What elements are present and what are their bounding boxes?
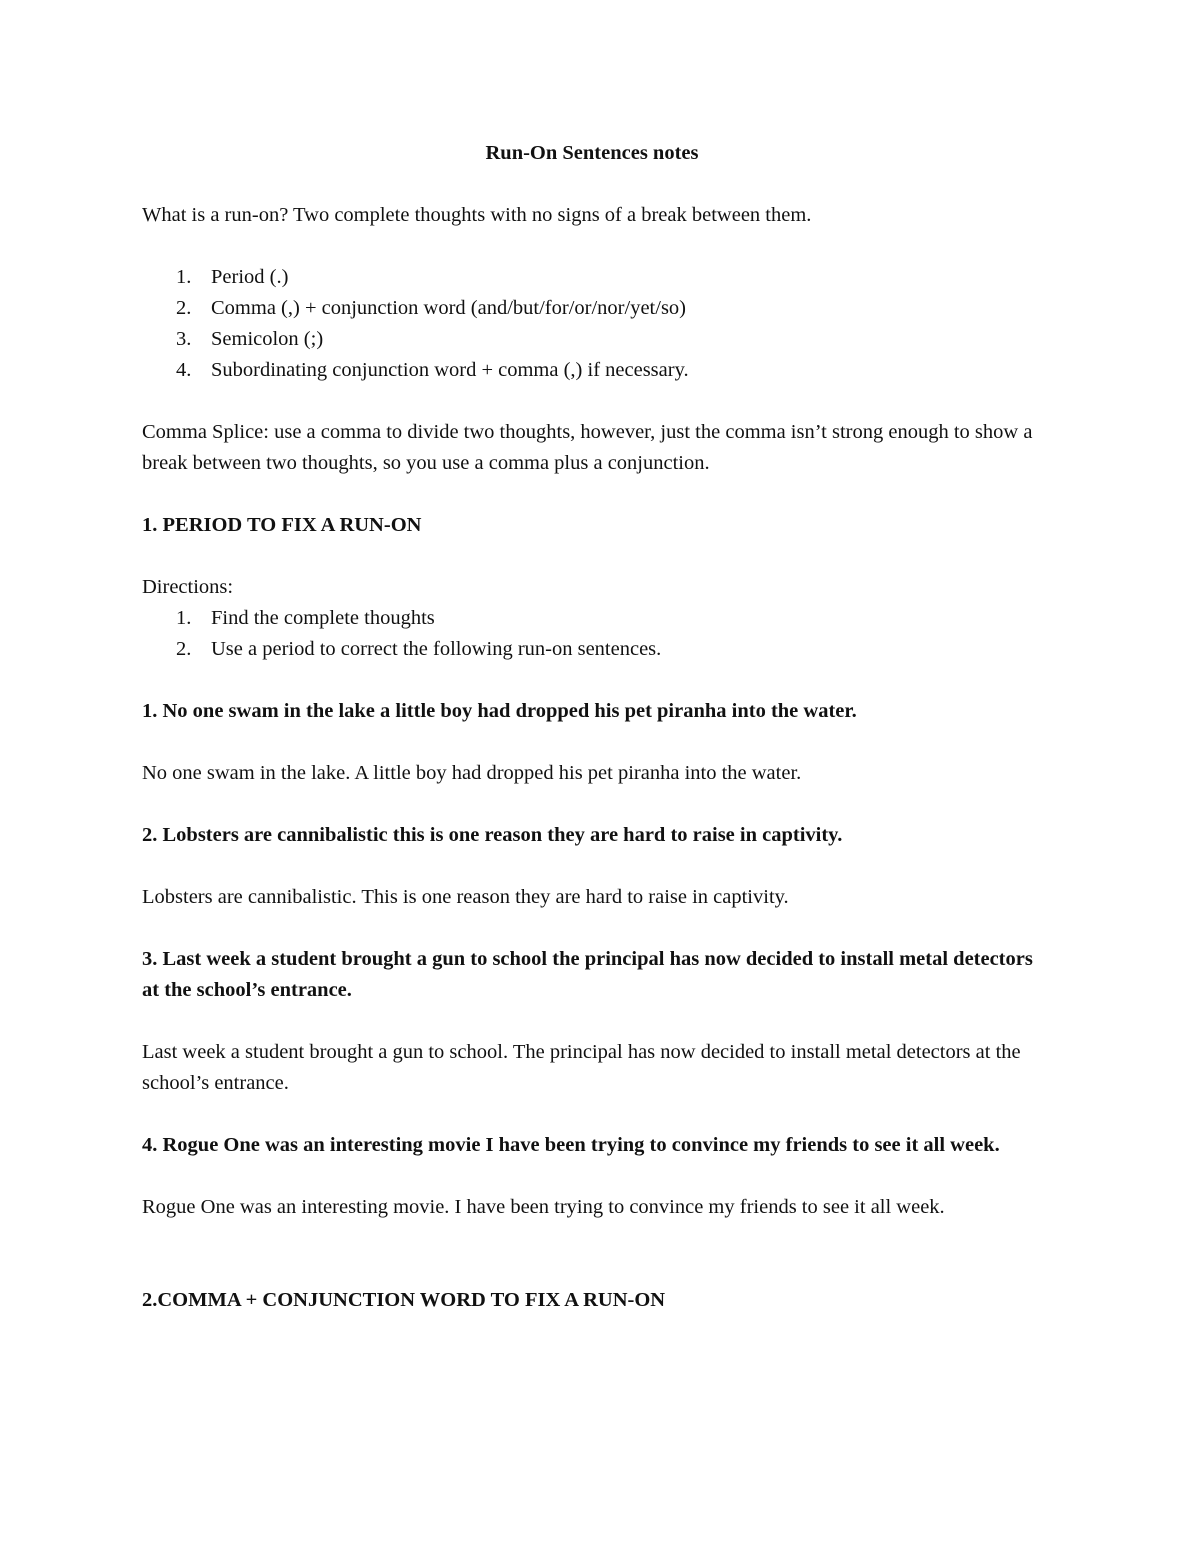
list-text: Use a period to correct the following run-on sentences. xyxy=(211,638,662,660)
page-title: Run-On Sentences notes xyxy=(485,142,699,164)
list-text: Period (.) xyxy=(211,266,289,288)
exercise-prompt: 4. Rogue One was an interesting movie I have been trying to convince my friends to see it all week. xyxy=(142,1134,1000,1156)
methods-list xyxy=(142,262,1042,386)
list-number: 2. xyxy=(176,638,192,660)
list-text: Find the complete thoughts xyxy=(211,607,435,629)
list-text: Subordinating conjunction word + comma (,) if necessary. xyxy=(211,359,689,381)
comma-splice-text: Comma Splice: use a comma to divide two thoughts, however, just the comma isn’t strong enough to show a break between two thoughts, so you use a comma plus a conjunction. xyxy=(142,421,1033,474)
exercise-answer: Last week a student brought a gun to school. The principal has now decided to install metal detectors at the school’s entrance. xyxy=(142,1041,1021,1094)
exercise-prompt: 1. No one swam in the lake a little boy had dropped his pet piranha into the water. xyxy=(142,700,857,722)
list-number: 1. xyxy=(176,607,192,629)
exercise-answer: Lobsters are cannibalistic. This is one reason they are hard to raise in captivity. xyxy=(142,886,789,908)
exercise-answer: No one swam in the lake. A little boy had dropped his pet piranha into the water. xyxy=(142,762,802,784)
list-number: 3. xyxy=(176,328,192,350)
list-number: 4. xyxy=(176,359,192,381)
directions-label: Directions: xyxy=(142,576,234,598)
intro-text: What is a run-on? Two complete thoughts with no signs of a break between them. xyxy=(142,204,812,226)
list-item xyxy=(142,634,1042,665)
list-number: 2. xyxy=(176,297,192,319)
exercise-prompt: 3. Last week a student brought a gun to school the principal has now decided to install metal detectors at the school’s entrance. xyxy=(142,948,1033,1001)
section2-heading: 2.COMMA + CONJUNCTION WORD TO FIX A RUN-ON xyxy=(142,1289,666,1311)
document-page xyxy=(142,138,1042,1316)
list-item xyxy=(142,603,1042,634)
section1-heading: 1. PERIOD TO FIX A RUN-ON xyxy=(142,514,422,536)
list-item xyxy=(142,262,1042,293)
list-item xyxy=(142,293,1042,324)
list-number: 1. xyxy=(176,266,192,288)
list-item xyxy=(142,355,1042,386)
list-text: Semicolon (;) xyxy=(211,328,324,350)
exercise-prompt: 2. Lobsters are cannibalistic this is one reason they are hard to raise in captivity. xyxy=(142,824,843,846)
directions-list xyxy=(142,603,1042,665)
list-item xyxy=(142,324,1042,355)
list-text: Comma (,) + conjunction word (and/but/for/or/nor/yet/so) xyxy=(211,297,686,319)
exercise-answer: Rogue One was an interesting movie. I have been trying to convince my friends to see it all week. xyxy=(142,1196,945,1218)
